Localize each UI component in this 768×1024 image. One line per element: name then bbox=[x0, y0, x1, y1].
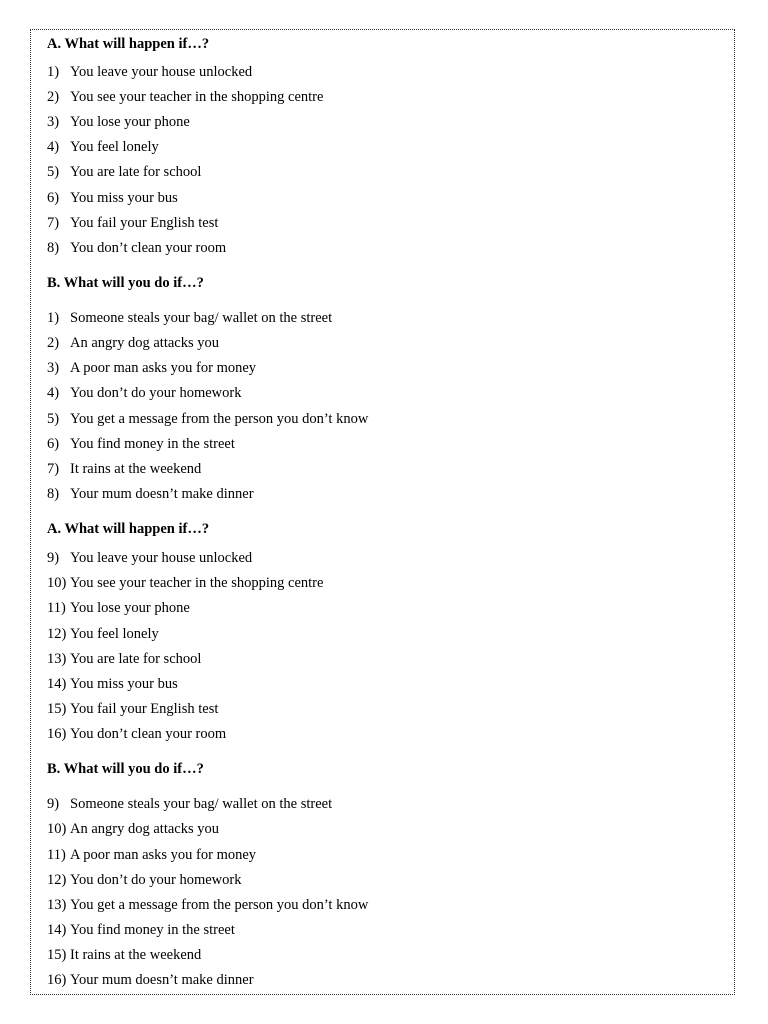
item-text: You get a message from the person you don’t know bbox=[70, 897, 369, 913]
item-number: 3) bbox=[47, 360, 60, 376]
list-item bbox=[47, 138, 159, 156]
item-number: 5) bbox=[47, 411, 60, 427]
item-text: An angry dog attacks you bbox=[70, 821, 219, 837]
item-text: Someone steals your bag/ wallet on the street bbox=[70, 796, 333, 812]
list-item bbox=[47, 675, 178, 693]
item-text: You are late for school bbox=[70, 651, 202, 667]
list-item bbox=[47, 384, 241, 402]
item-number: 6) bbox=[47, 436, 60, 452]
item-text: Someone steals your bag/ wallet on the street bbox=[70, 310, 333, 326]
item-number: 16) bbox=[47, 726, 67, 742]
list-item bbox=[47, 334, 219, 352]
list-item bbox=[47, 946, 201, 964]
item-text: An angry dog attacks you bbox=[70, 335, 219, 351]
item-number: 12) bbox=[47, 872, 67, 888]
list-item bbox=[47, 846, 256, 864]
item-number: 10) bbox=[47, 821, 67, 837]
item-text: You are late for school bbox=[70, 164, 202, 180]
item-number: 2) bbox=[47, 89, 60, 105]
list-item bbox=[47, 650, 201, 668]
item-number: 14) bbox=[47, 676, 67, 692]
item-text: You miss your bus bbox=[70, 190, 178, 206]
item-text: You don’t clean your room bbox=[70, 726, 227, 742]
item-number: 5) bbox=[47, 164, 60, 180]
section-title: A. What will happen if…? bbox=[47, 521, 210, 537]
item-text: You find money in the street bbox=[70, 922, 235, 938]
list-item bbox=[47, 214, 218, 232]
list-item bbox=[47, 574, 323, 592]
section-title: B. What will you do if…? bbox=[47, 275, 204, 291]
item-text: You miss your bus bbox=[70, 676, 178, 692]
list-item bbox=[47, 971, 254, 989]
item-text: You lose your phone bbox=[70, 600, 190, 616]
item-number: 10) bbox=[47, 575, 67, 591]
list-item bbox=[47, 700, 218, 718]
list-item bbox=[47, 896, 368, 914]
list-item bbox=[47, 460, 201, 478]
item-text: You leave your house unlocked bbox=[70, 550, 253, 566]
item-number: 15) bbox=[47, 947, 67, 963]
list-item bbox=[47, 63, 252, 81]
list-item bbox=[47, 359, 256, 377]
item-text: It rains at the weekend bbox=[70, 947, 202, 963]
list-item bbox=[47, 725, 226, 743]
item-number: 14) bbox=[47, 922, 67, 938]
item-number: 3) bbox=[47, 114, 60, 130]
list-item bbox=[47, 485, 254, 503]
list-item bbox=[47, 549, 252, 567]
item-number: 11) bbox=[47, 600, 66, 616]
list-item bbox=[47, 113, 190, 131]
item-text: You get a message from the person you don’t know bbox=[70, 411, 369, 427]
list-item bbox=[47, 921, 235, 939]
item-text: You see your teacher in the shopping centre bbox=[70, 89, 324, 105]
item-text: You feel lonely bbox=[70, 626, 159, 642]
item-number: 8) bbox=[47, 240, 60, 256]
item-text: You fail your English test bbox=[70, 215, 219, 231]
item-number: 7) bbox=[47, 215, 60, 231]
item-text: You find money in the street bbox=[70, 436, 235, 452]
list-item bbox=[47, 795, 332, 813]
item-number: 6) bbox=[47, 190, 60, 206]
item-number: 2) bbox=[47, 335, 60, 351]
item-text: You lose your phone bbox=[70, 114, 190, 130]
list-item bbox=[47, 625, 159, 643]
item-number: 9) bbox=[47, 796, 60, 812]
list-item bbox=[47, 309, 332, 327]
list-item bbox=[47, 820, 219, 838]
item-number: 8) bbox=[47, 486, 60, 502]
list-item bbox=[47, 239, 226, 257]
item-text: Your mum doesn’t make dinner bbox=[70, 972, 254, 988]
item-text: A poor man asks you for money bbox=[70, 847, 257, 863]
section-title: A. What will happen if…? bbox=[47, 36, 210, 52]
list-item bbox=[47, 163, 201, 181]
list-item bbox=[47, 410, 368, 428]
item-number: 13) bbox=[47, 897, 67, 913]
item-number: 15) bbox=[47, 701, 67, 717]
item-text: You don’t do your homework bbox=[70, 385, 242, 401]
item-text: A poor man asks you for money bbox=[70, 360, 257, 376]
list-item bbox=[47, 435, 235, 453]
list-item bbox=[47, 189, 178, 207]
item-text: You fail your English test bbox=[70, 701, 219, 717]
item-text: You see your teacher in the shopping centre bbox=[70, 575, 324, 591]
list-item bbox=[47, 599, 190, 617]
item-text: You feel lonely bbox=[70, 139, 159, 155]
item-text: You don’t clean your room bbox=[70, 240, 227, 256]
item-number: 7) bbox=[47, 461, 60, 477]
item-number: 4) bbox=[47, 139, 60, 155]
item-number: 4) bbox=[47, 385, 60, 401]
section-title: B. What will you do if…? bbox=[47, 761, 204, 777]
item-number: 16) bbox=[47, 972, 67, 988]
item-text: Your mum doesn’t make dinner bbox=[70, 486, 254, 502]
item-number: 13) bbox=[47, 651, 67, 667]
item-number: 1) bbox=[47, 310, 60, 326]
item-number: 11) bbox=[47, 847, 66, 863]
list-item bbox=[47, 88, 323, 106]
list-item bbox=[47, 871, 241, 889]
item-text: You leave your house unlocked bbox=[70, 64, 253, 80]
item-number: 9) bbox=[47, 550, 60, 566]
item-text: It rains at the weekend bbox=[70, 461, 202, 477]
item-number: 12) bbox=[47, 626, 67, 642]
item-number: 1) bbox=[47, 64, 60, 80]
item-text: You don’t do your homework bbox=[70, 872, 242, 888]
